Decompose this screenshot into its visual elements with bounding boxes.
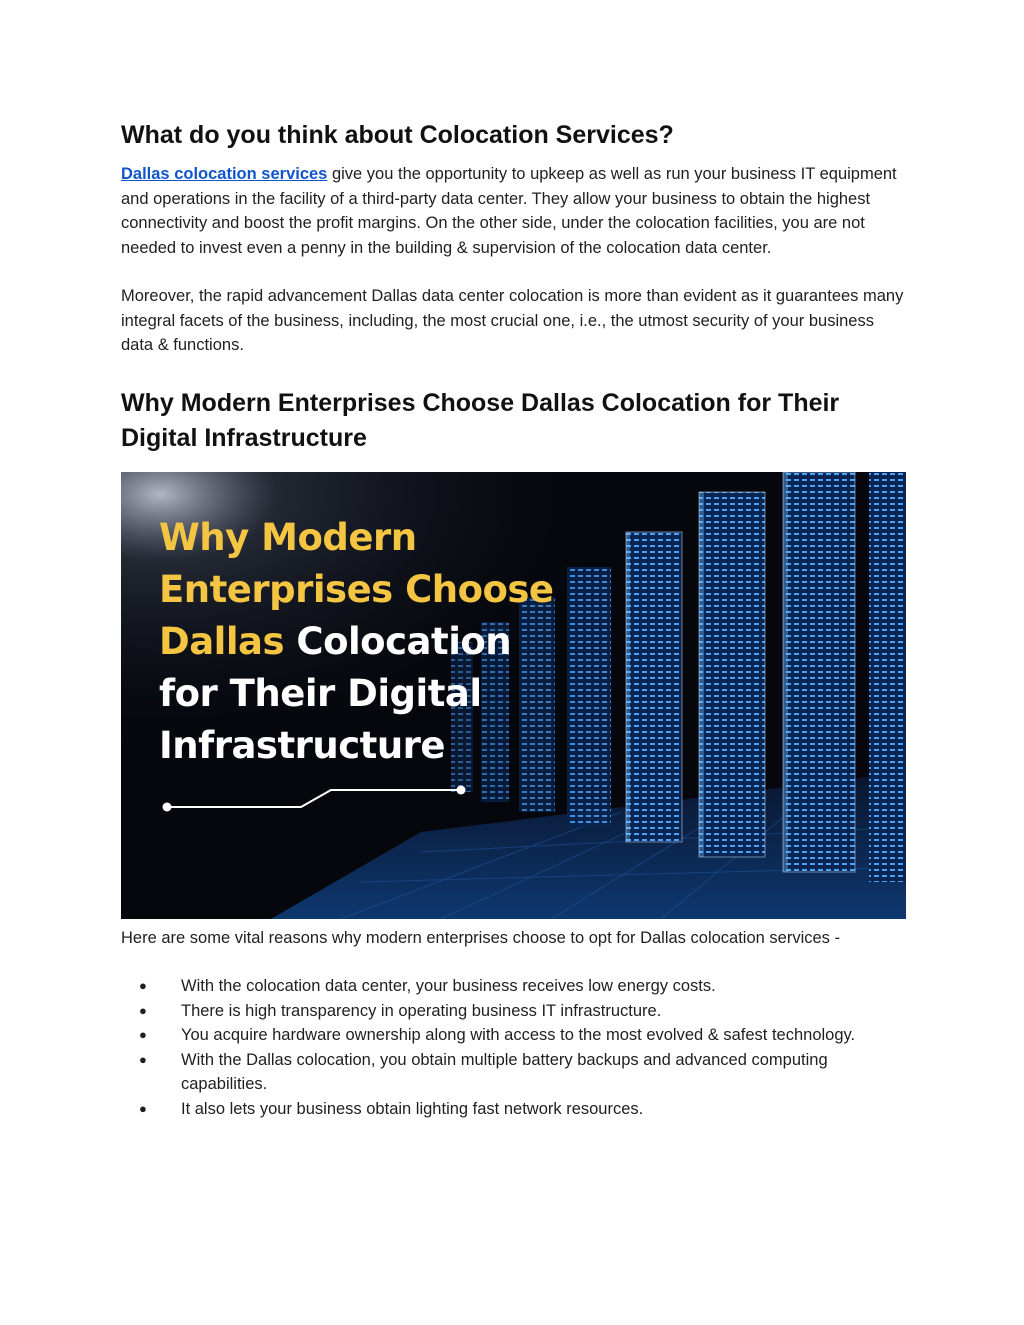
- section-heading-colocation: What do you think about Colocation Services?: [121, 121, 674, 149]
- section-heading-why-modern: Why Modern Enterprises Choose Dallas Colocation for Their Digital Infrastructure: [121, 388, 840, 452]
- reasons-list: [121, 974, 907, 1121]
- paragraph-intro-text: give you the opportunity to upkeep as well as run your business IT equipment and operations in the facility of a third-party data center. They allow your business to obtain the highest connectivity and boost the profit margins. On the other side, under the colocation facilities, you are not needed to invest even a penny in the building & supervision of the colocation data center.: [121, 165, 897, 257]
- paragraph-advancement: Moreover, the rapid advancement Dallas data center colocation is more than evident as it guarantees many integral facets of the business, including, the most crucial one, i.e., the utmost security of your business data & functions.: [121, 287, 904, 354]
- hero-line-3: [159, 616, 554, 668]
- hero-line-3-accent: Dallas: [159, 619, 285, 663]
- document-page: [121, 118, 907, 1121]
- hero-line-1: Why Modern: [159, 515, 417, 559]
- list-item: ● It also lets your business obtain lighting fast network resources.: [181, 1097, 907, 1122]
- hero-title: [159, 512, 554, 772]
- hero-line-3-rest: Colocation: [284, 619, 512, 663]
- list-item: ● You acquire hardware ownership along with access to the most evolved & safest technology.: [181, 1023, 907, 1048]
- list-item: ● There is high transparency in operating business IT infrastructure.: [181, 999, 907, 1024]
- hero-line-4: for Their Digital: [159, 671, 482, 715]
- hero-line-5: Infrastructure: [159, 723, 446, 767]
- hero-banner-image: [121, 472, 906, 919]
- dallas-colocation-link[interactable]: Dallas colocation services: [121, 165, 328, 183]
- paragraph-intro: [121, 162, 907, 260]
- list-item: ● With the colocation data center, your business receives low energy costs.: [181, 974, 907, 999]
- list-item: ● With the Dallas colocation, you obtain multiple battery backups and advanced computing capabilities.: [181, 1048, 907, 1097]
- paragraph-reasons-intro: Here are some vital reasons why modern enterprises choose to opt for Dallas colocation services -: [121, 928, 840, 947]
- hero-line-2: Enterprises Choose: [159, 567, 554, 611]
